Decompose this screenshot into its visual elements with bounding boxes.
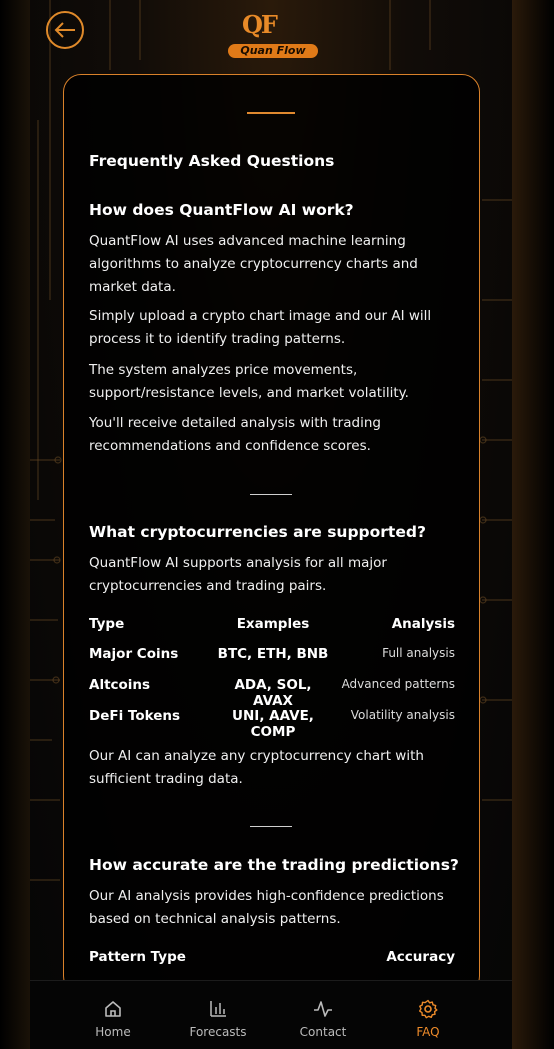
faq-answer-1-paragraph-4: You'll receive detailed analysis with trading recommendations and confidence scores.	[89, 415, 381, 454]
table-cell: ADA, SOL, AVAX	[234, 677, 312, 709]
app-logo	[224, 10, 320, 60]
faq-answer-1-paragraph-3: The system analyzes price movements, support/resistance levels, and market volatility.	[89, 362, 409, 401]
table-header-row	[89, 949, 455, 979]
section-divider-1	[250, 494, 292, 495]
accuracy-table	[89, 949, 455, 979]
table-cell: Volatility analysis	[350, 708, 455, 722]
background-edge-left	[0, 0, 30, 1049]
table-cell: Advanced patterns	[341, 677, 455, 691]
card-top-divider	[247, 112, 295, 114]
nav-label-faq: FAQ	[416, 1025, 440, 1039]
faq-question-3: How accurate are the trading predictions?	[89, 856, 459, 874]
faq-answer-3-intro: Our AI analysis provides high-confidence predictions based on technical analysis patterns.	[89, 888, 444, 927]
logo-mark: QF	[242, 10, 276, 39]
pulse-icon	[313, 999, 333, 1019]
faq-answer-1-paragraph-1: QuantFlow AI uses advanced machine learning algorithms to analyze cryptocurrency charts and market data.	[89, 233, 418, 295]
faq-card	[63, 74, 480, 994]
table-row	[89, 646, 455, 677]
background-edge-right	[512, 0, 554, 1049]
table-header: Accuracy	[386, 949, 455, 965]
table-header: Type	[89, 616, 125, 632]
faq-question-2: What cryptocurrencies are supported?	[89, 523, 426, 541]
faq-question-1: How does QuantFlow AI work?	[89, 201, 354, 219]
crypto-support-table	[89, 616, 455, 738]
table-cell: BTC, ETH, BNB	[217, 646, 329, 662]
nav-item-contact[interactable]	[283, 999, 363, 1039]
faq-answer-1-paragraph-2: Simply upload a crypto chart image and our AI will process it to identify trading patterns.	[89, 308, 432, 347]
logo-name: Quan Flow	[228, 44, 318, 58]
table-cell: Major Coins	[89, 646, 179, 662]
table-header: Pattern Type	[89, 949, 186, 965]
table-cell: UNI, AAVE, COMP	[232, 708, 314, 740]
bottom-navigation	[30, 980, 512, 1049]
arrow-left-icon	[54, 22, 76, 38]
faq-title: Frequently Asked Questions	[89, 152, 335, 170]
back-button[interactable]	[46, 11, 84, 49]
table-row	[89, 708, 455, 738]
section-divider-2	[250, 826, 292, 827]
table-header: Analysis	[391, 616, 455, 632]
table-cell: Altcoins	[89, 677, 151, 693]
gear-icon	[418, 999, 438, 1019]
nav-item-forecasts[interactable]	[178, 999, 258, 1039]
table-cell: Full analysis	[382, 646, 455, 660]
table-header-row	[89, 616, 455, 646]
nav-item-faq[interactable]	[388, 999, 468, 1039]
table-row	[89, 677, 455, 708]
home-icon	[103, 999, 123, 1019]
faq-answer-2-outro: Our AI can analyze any cryptocurrency chart with sufficient trading data.	[89, 748, 424, 787]
bar-chart-icon	[208, 999, 228, 1019]
nav-label-home: Home	[95, 1025, 131, 1039]
table-cell: DeFi Tokens	[89, 708, 181, 724]
nav-item-home[interactable]	[73, 999, 153, 1039]
table-header: Examples	[236, 616, 310, 632]
nav-label-forecasts: Forecasts	[189, 1025, 247, 1039]
nav-label-contact: Contact	[299, 1025, 347, 1039]
faq-answer-2-intro: QuantFlow AI supports analysis for all major cryptocurrencies and trading pairs.	[89, 555, 387, 594]
